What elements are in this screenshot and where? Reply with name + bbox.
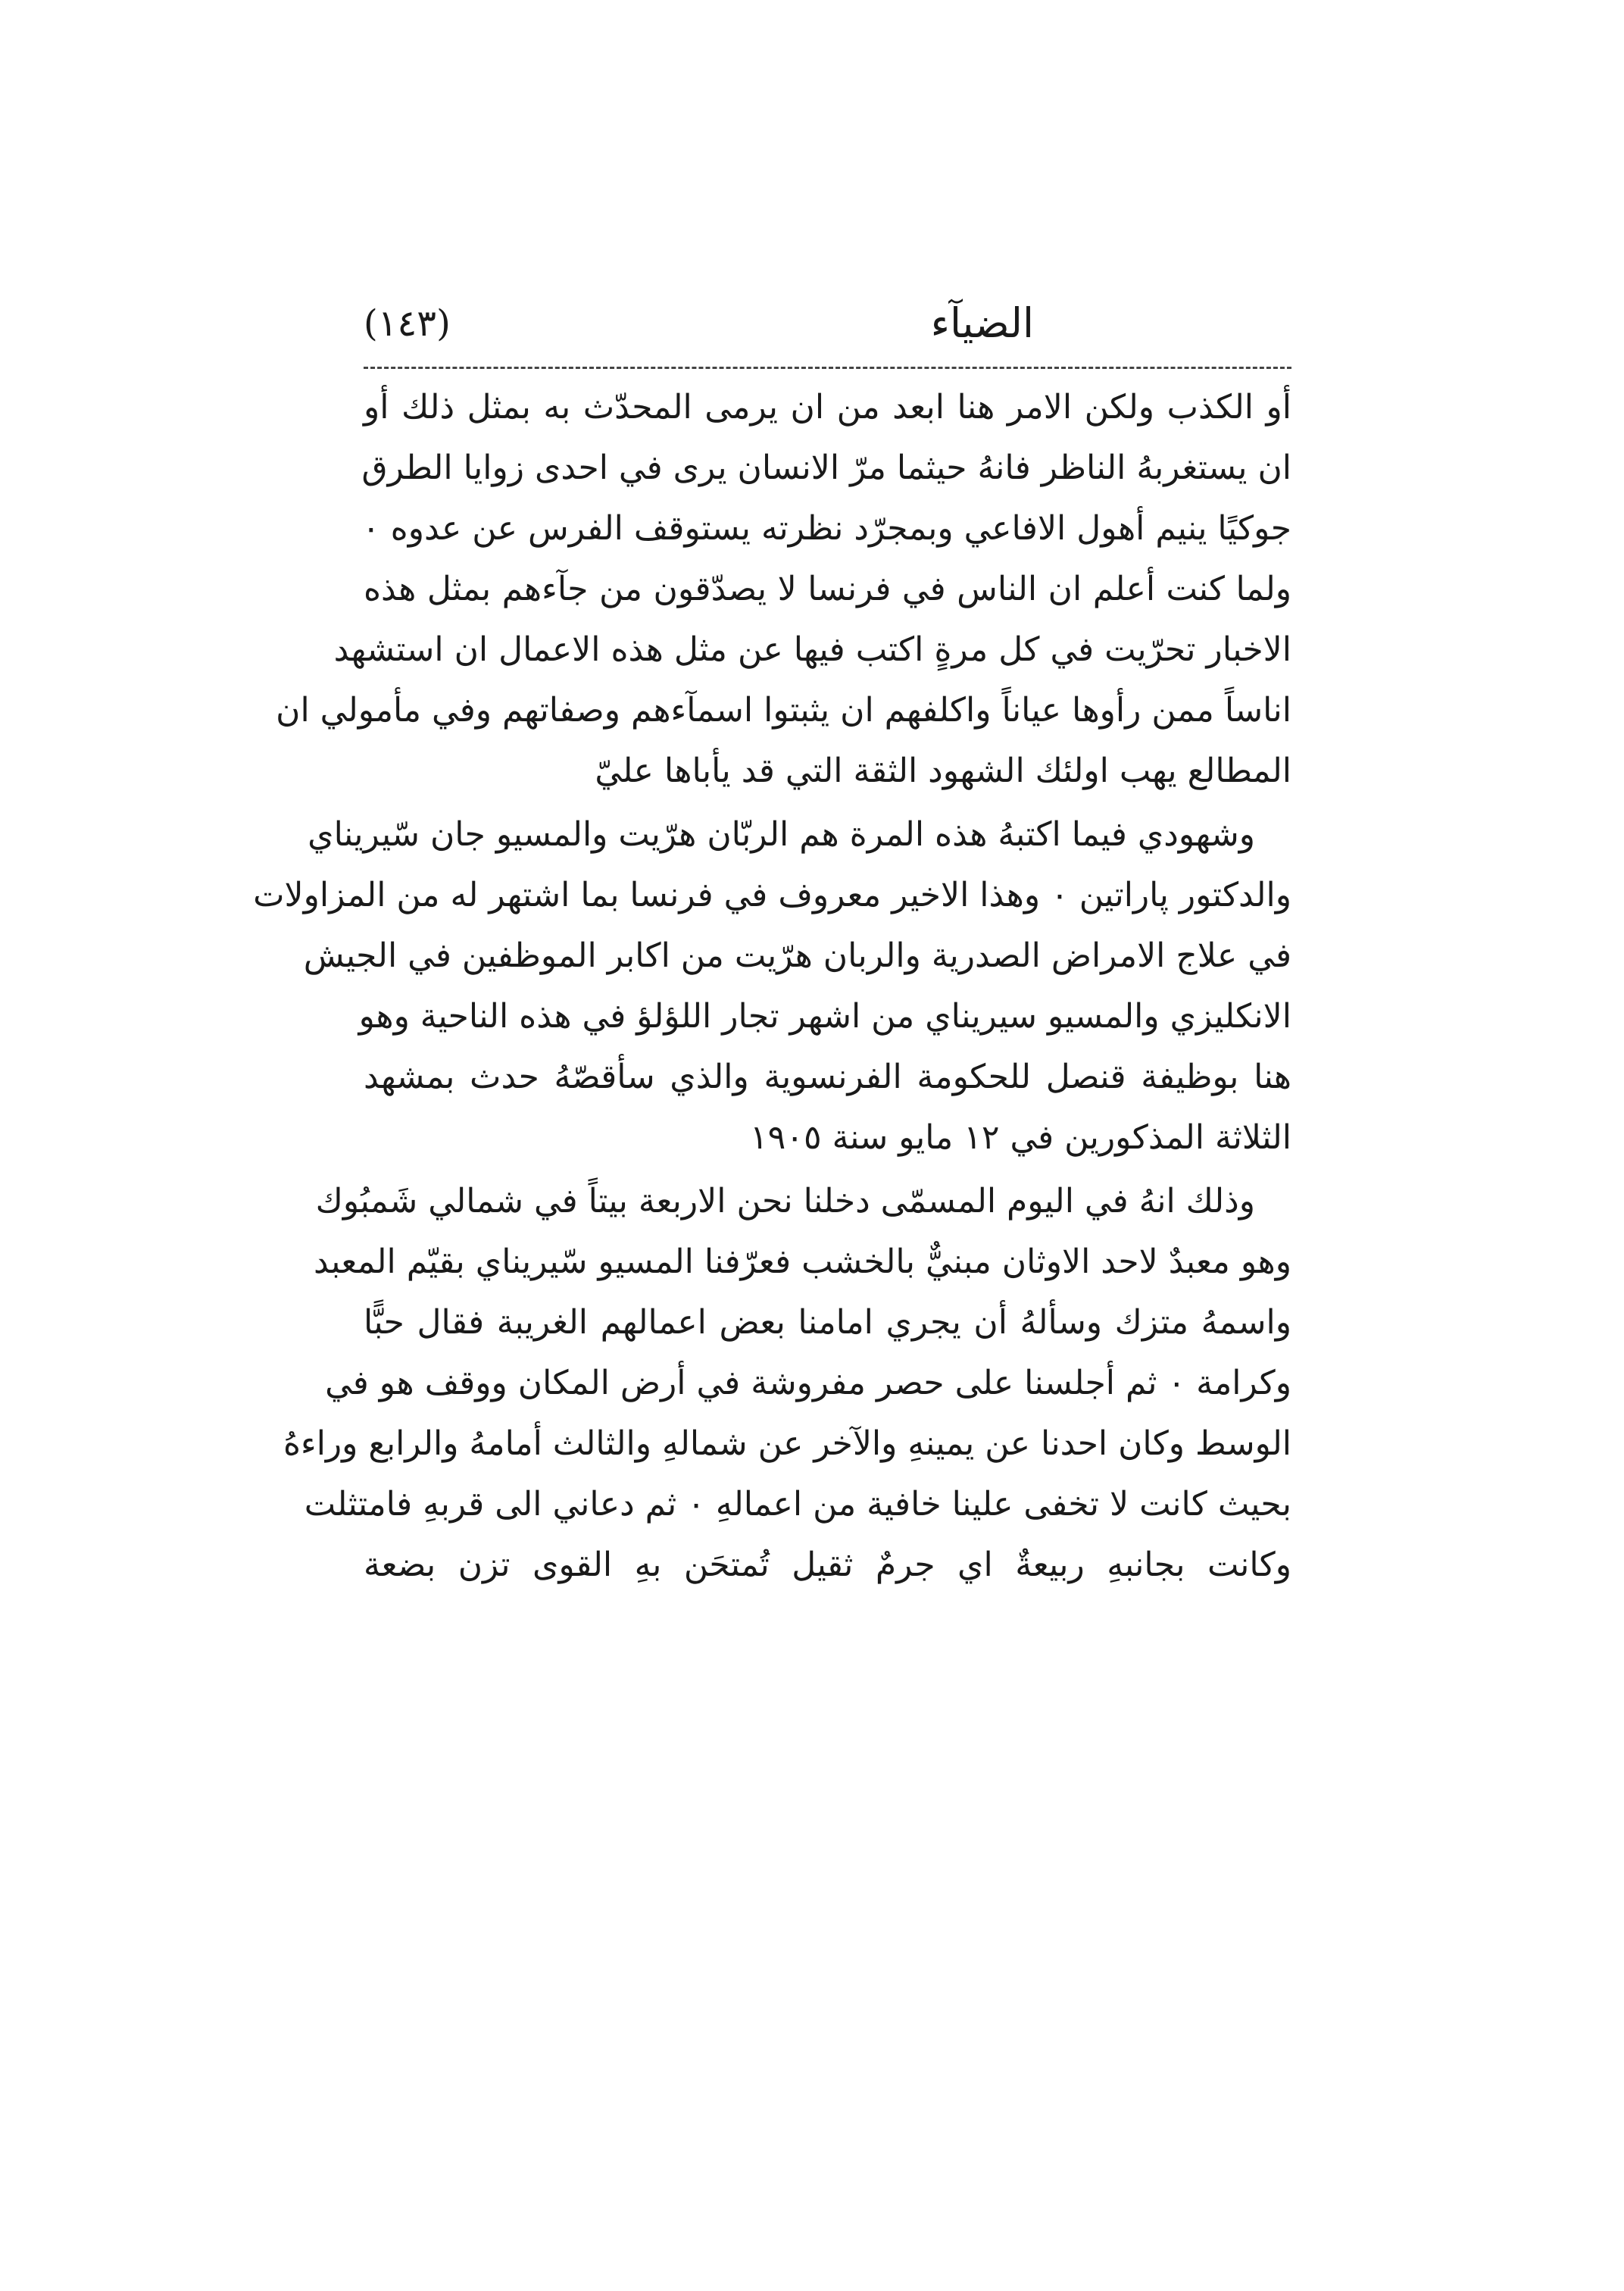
paragraph (283, 1171, 1291, 1596)
text-line: وشهودي فيما اكتبهُ هذه المرة هم الربّان هرّيت والمسيو جان سّيريناي (308, 815, 1255, 854)
paragraph (276, 377, 1291, 802)
text-line: والدكتور پاراتين ٠ وهذا الاخير معروف في فرنسا بما اشتهر له من المزاولات (253, 876, 1291, 914)
running-title: الضيآء (930, 299, 1034, 347)
text-line: وكرامة ٠ ثم أجلسنا على حصر مفروشة في أرض المكان ووقف هو في (325, 1364, 1291, 1402)
text-line: وهو معبدٌ لاحد الاوثان مبنيٌّ بالخشب فعرّفنا المسيو سّيريناي بقيّم المعبد (314, 1242, 1291, 1281)
text-line: ولما كنت أعلم ان الناس في فرنسا لا يصدّقون من جآءهم بمثل هذه (364, 570, 1291, 608)
text-line: الوسط وكان احدنا عن يمينهِ والآخر عن شمالهِ والثالث أمامهُ والرابع وراءهُ (283, 1424, 1291, 1463)
text-line: بحيث كانت لا تخفى علينا خافية من اعمالهِ ٠ ثم دعاني الى قربهِ فامتثلت (304, 1485, 1291, 1524)
body-text (253, 377, 1291, 1596)
text-line: جوكيًا ينيم أهول الافاعي وبمجرّد نظرته يستوقف الفرس عن عدوه ٠ (362, 509, 1291, 548)
text-line: ان يستغربهُ الناظر فانهُ حيثما مرّ الانسان يرى في احدى زوايا الطرق (361, 449, 1291, 487)
header-divider (364, 367, 1291, 369)
text-line: الاخبار تحرّيت في كل مرةٍ اكتب فيها عن مثل هذه الاعمال ان استشهد (333, 630, 1291, 669)
text-line: المطالع يهب اولئك الشهود الثقة التي قد يأباها عليّ (595, 752, 1291, 790)
page-number: (١٤٣) (364, 302, 451, 345)
text-line: أو الكذب ولكن الامر هنا ابعد من ان يرمى المحدّث به بمثل ذلك أو (364, 388, 1291, 427)
paragraph (253, 805, 1291, 1168)
text-line: واسمهُ متزك وسألهُ أن يجري امامنا بعض اعمالهم الغريبة فقال حبًّا (364, 1303, 1291, 1342)
text-line: الانكليزي والمسيو سيريناي من اشهر تجار اللؤلؤ في هذه الناحية وهو (358, 997, 1291, 1036)
page-header (364, 282, 1291, 373)
text-line: هنا بوظيفة قنصل للحكومة الفرنسوية والذي سأقصّهُ حدث بمشهد (364, 1058, 1291, 1096)
text-line: في علاج الامراض الصدرية والربان هرّيت من اكابر الموظفين في الجيش (303, 936, 1291, 975)
text-line: وذلك انهُ في اليوم المسمّى دخلنا نحن الاربعة بيتاً في شمالي شَمبُوك (315, 1182, 1255, 1221)
text-line: وكانت بجانبهِ ربيعةٌ اي جرمٌ ثقيل تُمتحَن بهِ القوى تزن بضعة (364, 1546, 1291, 1584)
text-line: اناساً ممن رأوها عياناً واكلفهم ان يثبتوا اسمآءهم وصفاتهم وفي مأمولي ان (276, 691, 1291, 730)
text-line: الثلاثة المذكورين في ١٢ مايو سنة ١٩٠٥ (750, 1118, 1291, 1157)
